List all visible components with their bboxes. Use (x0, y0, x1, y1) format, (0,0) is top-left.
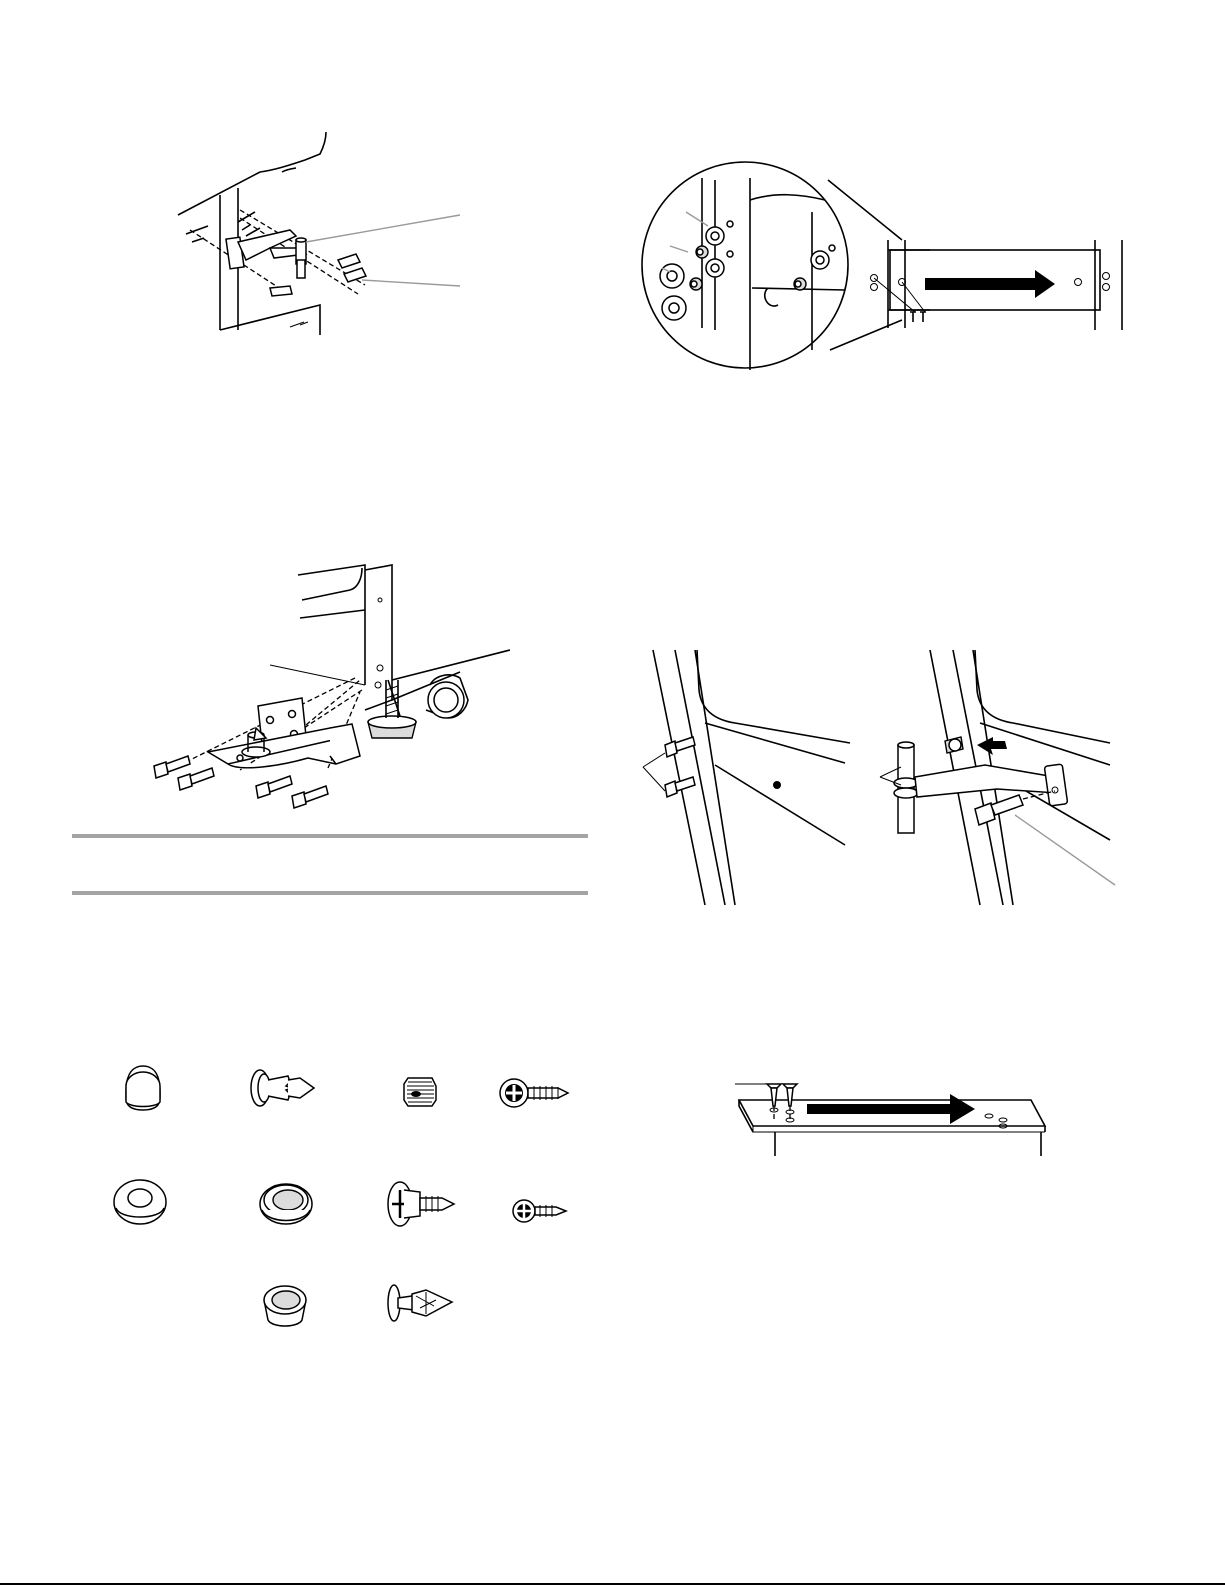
magnified-hinge-figure (640, 160, 1130, 375)
phillips-screw-long-icon (498, 1076, 570, 1110)
hinge-cap-deep-icon (260, 1282, 310, 1330)
bottom-hinge-figure (130, 560, 520, 820)
door-stop-bumper-icon (112, 1178, 168, 1228)
top-surface-figure (735, 1076, 1045, 1158)
shoulder-screw-icon (386, 1178, 456, 1230)
leveling-screw-icon (402, 1074, 442, 1108)
hinge-hole-plug-icon (118, 1062, 168, 1112)
section-rule-bottom (72, 891, 588, 895)
hinge-cap-shallow-icon (258, 1180, 314, 1230)
plastic-rivet-icon (248, 1066, 318, 1110)
toggle-anchor-icon (386, 1280, 456, 1326)
center-hinge-figure (635, 645, 1130, 910)
phillips-screw-short-icon (512, 1196, 568, 1226)
section-rule-top (72, 834, 588, 838)
upper-hinge-figure (150, 130, 470, 345)
